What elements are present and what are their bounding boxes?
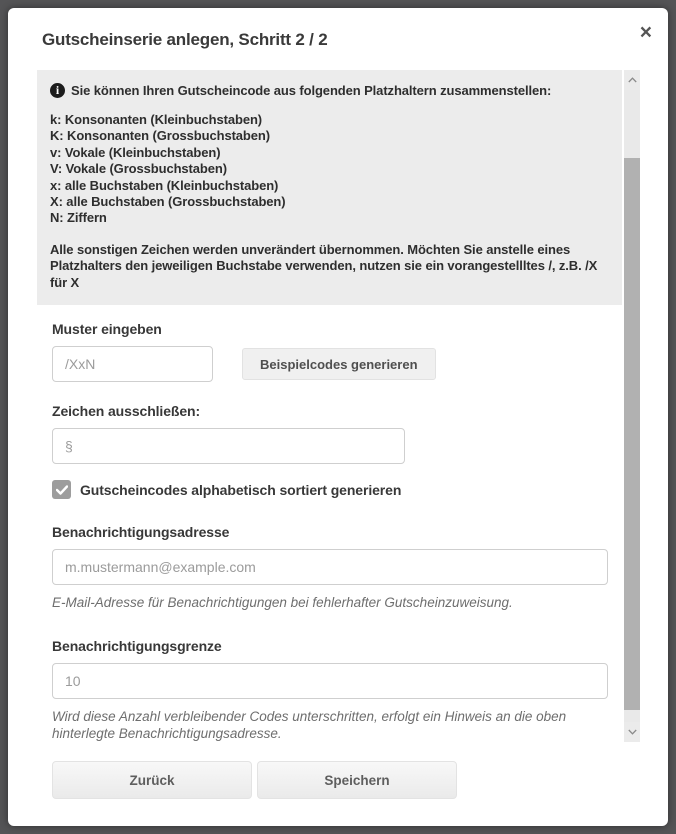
placeholder-line: v: Vokale (Kleinbuchstaben): [50, 144, 221, 160]
notify-address-input[interactable]: [52, 549, 608, 585]
notify-limit-label: Benachrichtigungsgrenze: [52, 638, 222, 655]
close-button[interactable]: [640, 22, 652, 43]
placeholder-line: V: Vokale (Grossbuchstaben): [50, 161, 227, 177]
modal-title: Gutscheinserie anlegen, Schritt 2 / 2: [42, 30, 328, 49]
pattern-label: Muster eingeben: [52, 321, 162, 338]
pattern-input[interactable]: [52, 346, 213, 382]
scroll-up-button[interactable]: [624, 70, 640, 90]
modal-footer: [52, 761, 457, 799]
close-icon: ×: [639, 21, 652, 44]
scroll-down-button[interactable]: [624, 722, 640, 742]
modal-scroll-area: [37, 70, 640, 742]
sorted-checkbox-label: Gutscheincodes alphabetisch sortiert generieren: [80, 481, 402, 498]
generate-samples-button[interactable]: Beispielcodes generieren: [242, 348, 436, 380]
sorted-checkbox[interactable]: [52, 480, 71, 499]
back-button[interactable]: Zurück: [52, 761, 252, 799]
sorted-checkbox-row[interactable]: [52, 480, 624, 499]
modal-content: [37, 70, 624, 742]
save-button[interactable]: Speichern: [257, 761, 457, 799]
notify-address-label: Benachrichtigungsadresse: [52, 524, 230, 541]
placeholder-line: K: Konsonanten (Grossbuchstaben): [50, 128, 270, 144]
exclude-chars-input[interactable]: [52, 428, 405, 464]
chevron-down-icon: [628, 729, 637, 735]
info-box: [37, 70, 622, 305]
placeholder-line: k: Konsonanten (Kleinbuchstaben): [50, 112, 263, 127]
chevron-up-icon: [628, 77, 637, 83]
info-note: Alle sonstigen Zeichen werden unverändert übernommen. Möchten Sie anstelle eines Platzhalters den jeweiligen Buchstabe verwenden, nutzen sie ein vorangestellltes /, z.B. /X für X: [50, 241, 598, 290]
scrollbar[interactable]: [624, 70, 640, 742]
notify-address-help: E-Mail-Adresse für Benachrichtigungen bei fehlerhafter Gutscheinzuweisung.: [52, 595, 513, 611]
placeholder-line: X: alle Buchstaben (Grossbuchstaben): [50, 194, 286, 210]
exclude-chars-label: Zeichen ausschließen:: [52, 403, 201, 420]
info-intro: Sie können Ihren Gutscheincode aus folgenden Platzhaltern zusammenstellen:: [71, 83, 552, 98]
scrollbar-thumb[interactable]: [624, 158, 640, 710]
notify-limit-input[interactable]: [52, 663, 608, 699]
info-icon: [50, 83, 65, 98]
voucher-form: [37, 321, 624, 742]
notify-limit-help: Wird diese Anzahl verbleibender Codes unterschritten, erfolgt ein Hinweis an die oben hinterlegte Benachrichtigungsadresse.: [52, 709, 567, 742]
placeholder-line: N: Ziffern: [50, 210, 107, 226]
check-icon: [56, 485, 68, 495]
voucher-series-modal: [8, 8, 668, 826]
placeholder-line: x: alle Buchstaben (Kleinbuchstaben): [50, 177, 279, 193]
info-icon-glyph: i: [55, 83, 60, 97]
placeholder-list: [50, 112, 607, 227]
